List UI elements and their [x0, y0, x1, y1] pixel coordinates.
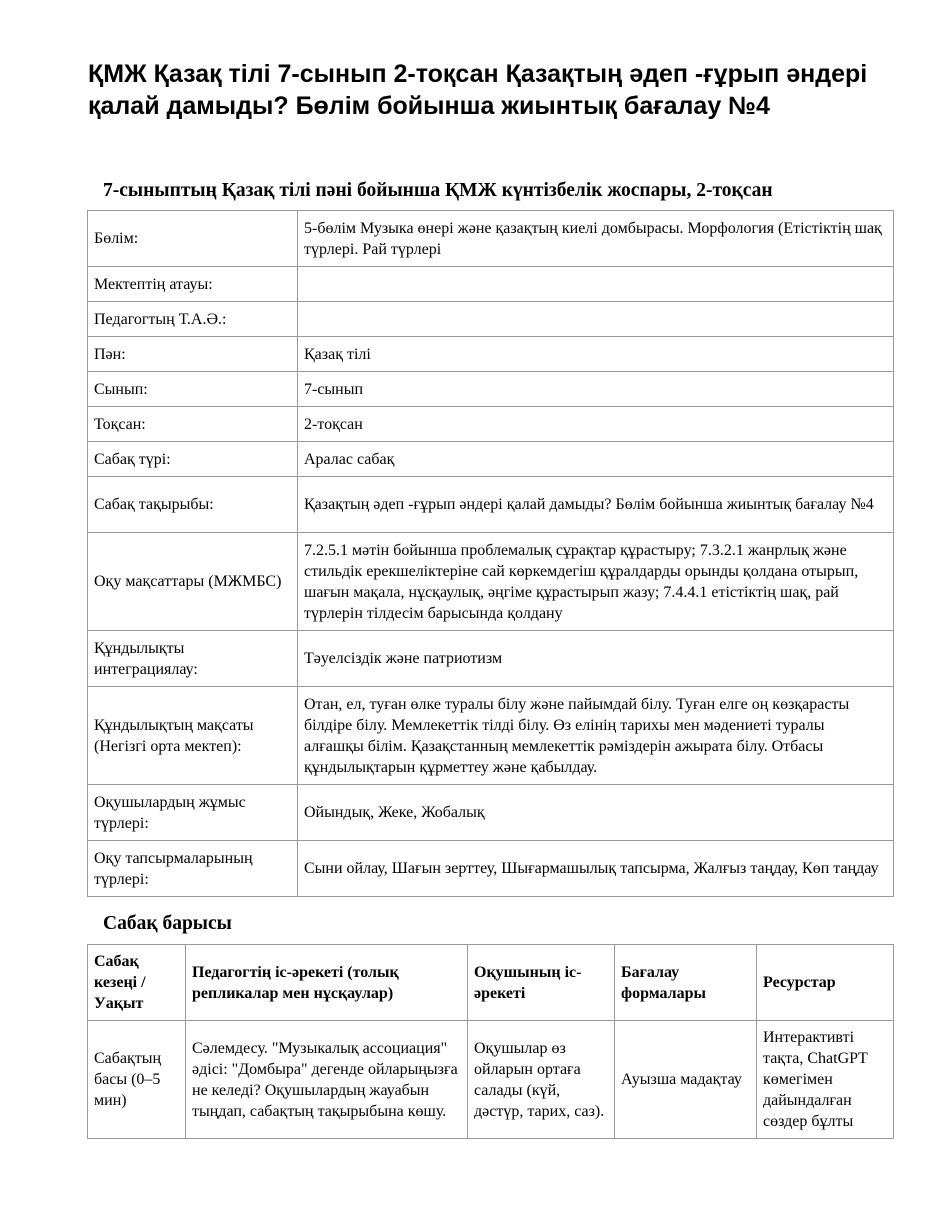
column-header-assessment: Бағалау формалары — [615, 945, 757, 1021]
cell-stage: Сабақтың басы (0–5 мин) — [88, 1021, 186, 1139]
row-value-value-integration: Тәуелсіздік және патриотизм — [298, 631, 894, 687]
table-row — [88, 372, 894, 407]
row-label-lesson-topic: Сабақ тақырыбы: — [88, 477, 298, 533]
table-row — [88, 631, 894, 687]
column-header-teacher-activity: Педагогтің іс-әрекеті (толық репликалар мен нұсқаулар) — [186, 945, 468, 1021]
lesson-progress-table — [87, 944, 894, 1139]
row-value-learning-objectives: 7.2.5.1 мәтін бойынша проблемалық сұрақтар құрастыру; 7.3.2.1 жанрлық және стильдік ерекшеліктеріне сай көркемдегіш құралдарды орынды қолдана отырып, шағын мақала, нұсқаулық, әңгіме құрастырып жазу; 7.4.4.1 етістіктің шақ, рай түрлерін тілдесім барысында қолдану — [298, 533, 894, 631]
row-label-value-goal: Құндылықтың мақсаты (Негізгі орта мектеп): — [88, 687, 298, 785]
row-value-work-types: Ойындық, Жеке, Жобалық — [298, 785, 894, 841]
lesson-plan-info-table — [87, 210, 894, 897]
column-header-student-activity: Оқушының іс-әрекеті — [468, 945, 615, 1021]
row-label-grade: Сынып: — [88, 372, 298, 407]
row-value-value-goal: Отан, ел, туған өлке туралы білу және пайымдай білу. Туған елге оң көзқарасты білдіре білу. Мемлекеттік тілді білу. Өз елінің тарихы мен мәдениеті туралы алғашқы білім. Қазақстанның мемлекеттік рәміздерін ажырата білу. Отбасы құндылықтарын құрметтеу және қабылдау. — [298, 687, 894, 785]
table-row — [88, 1021, 894, 1139]
row-label-lesson-type: Сабақ түрі: — [88, 442, 298, 477]
row-value-task-types: Сыни ойлау, Шағын зерттеу, Шығармашылық тапсырма, Жалғыз таңдау, Көп таңдау — [298, 841, 894, 897]
row-value-grade: 7-сынып — [298, 372, 894, 407]
row-label-quarter: Тоқсан: — [88, 407, 298, 442]
row-label-task-types: Оқу тапсырмаларының түрлері: — [88, 841, 298, 897]
row-label-subject: Пән: — [88, 337, 298, 372]
cell-resources: Интерактивті тақта, ChatGPT көмегімен дайындалған сөздер бұлты — [757, 1021, 894, 1139]
row-label-school-name: Мектептің атауы: — [88, 267, 298, 302]
row-label-value-integration: Құндылықты интеграциялау: — [88, 631, 298, 687]
row-label-section: Бөлім: — [88, 211, 298, 267]
row-value-section: 5-бөлім Музыка өнері және қазақтың киелі домбырасы. Морфология (Етістіктің шақ түрлері. Рай түрлері — [298, 211, 894, 267]
row-value-school-name — [298, 267, 894, 302]
table-row — [88, 302, 894, 337]
table-header-row — [88, 945, 894, 1021]
cell-teacher-activity: Сәлемдесу. "Музыкалық ассоциация" әдісі: "Домбыра" дегенде ойларыңызға не келеді? Оқушылардың жауабын тыңдап, сабақтың тақырыбына көшу. — [186, 1021, 468, 1139]
table-row — [88, 337, 894, 372]
row-label-work-types: Оқушылардың жұмыс түрлері: — [88, 785, 298, 841]
table-row — [88, 533, 894, 631]
table-row — [88, 267, 894, 302]
row-value-teacher-name — [298, 302, 894, 337]
column-header-stage: Сабақ кезеңі / Уақыт — [88, 945, 186, 1021]
table-row — [88, 841, 894, 897]
column-header-resources: Ресурстар — [757, 945, 894, 1021]
cell-assessment: Ауызша мадақтау — [615, 1021, 757, 1139]
row-value-lesson-topic: Қазақтың әдеп -ғұрып әндері қалай дамыды? Бөлім бойынша жиынтық бағалау №4 — [298, 477, 894, 533]
table-row — [88, 407, 894, 442]
cell-student-activity: Оқушылар өз ойларын ортаға салады (күй, дәстүр, тарих, саз). — [468, 1021, 615, 1139]
plan-heading: 7-сыныптың Қазақ тілі пәні бойынша ҚМЖ күнтізбелік жоспары, 2-тоқсан — [103, 180, 773, 201]
table-row — [88, 687, 894, 785]
table-row — [88, 442, 894, 477]
row-value-quarter: 2-тоқсан — [298, 407, 894, 442]
row-label-teacher-name: Педагогтың Т.А.Ә.: — [88, 302, 298, 337]
row-label-learning-objectives: Оқу мақсаттары (МЖМБС) — [88, 533, 298, 631]
document-title: ҚМЖ Қазақ тілі 7-сынып 2-тоқсан Қазақтың әдеп -ғұрып әндері қалай дамыды? Бөлім бойынша жиынтық бағалау №4 — [88, 60, 868, 120]
table-row — [88, 211, 894, 267]
row-value-subject: Қазақ тілі — [298, 337, 894, 372]
lesson-progress-heading: Сабақ барысы — [103, 913, 232, 934]
table-row — [88, 785, 894, 841]
table-row — [88, 477, 894, 533]
row-value-lesson-type: Аралас сабақ — [298, 442, 894, 477]
